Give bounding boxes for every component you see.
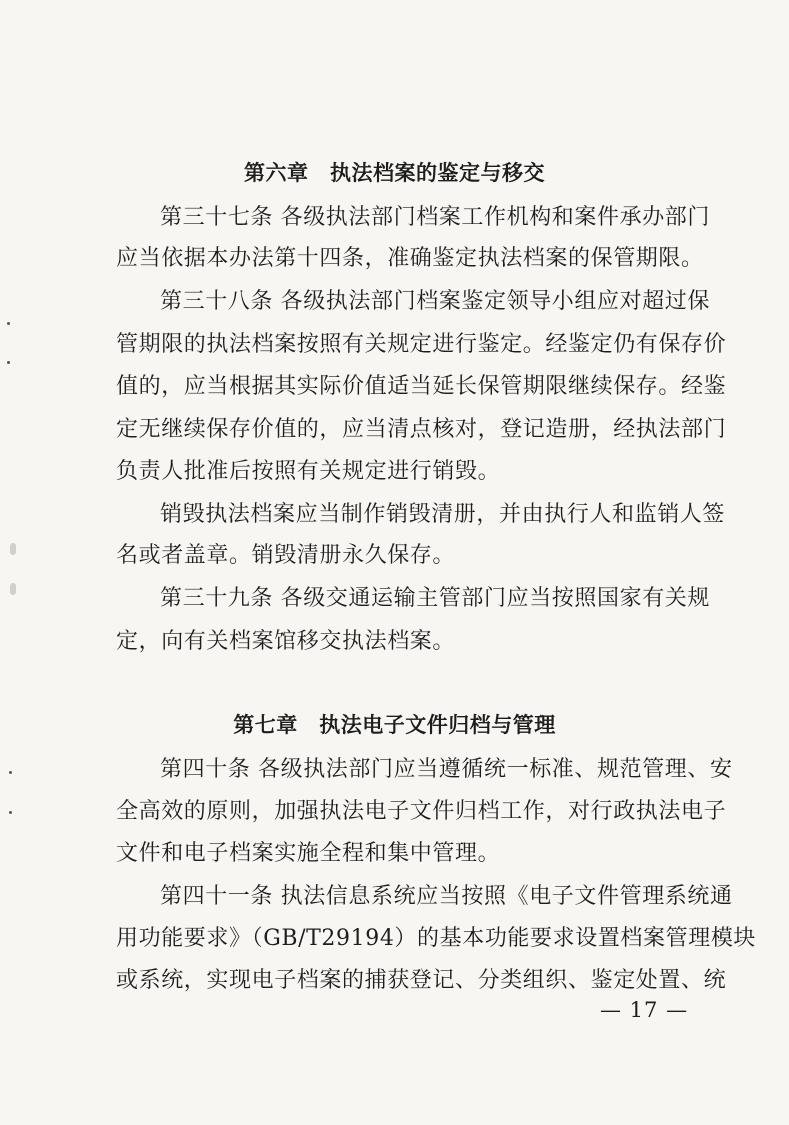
paragraph-line: 定，向有关档案馆移交执法档案。 <box>116 629 456 654</box>
paragraph-line: 用功能要求》（GB/T29194）的基本功能要求设置档案管理模块 <box>116 926 757 951</box>
paragraph-line: 定无继续保存价值的，应当清点核对，登记造册，经执法部门 <box>116 417 727 442</box>
chapter-7-heading: 第七章 执法电子文件归档与管理 <box>233 713 556 737</box>
scan-speck <box>9 771 12 774</box>
paragraph-line: 应当依据本办法第十四条，准确鉴定执法档案的保管期限。 <box>116 246 704 271</box>
paragraph-line: 或系统，实现电子档案的捕获登记、分类组织、鉴定处置、统 <box>116 968 727 993</box>
paragraph-line: 第四十一条 执法信息系统应当按照《电子文件管理系统通 <box>160 884 733 909</box>
paragraph-line: 值的，应当根据其实际价值适当延长保管期限继续保存。经鉴 <box>116 374 727 399</box>
paragraph-line: 第三十七条 各级执法部门档案工作机构和案件承办部门 <box>160 205 710 230</box>
chapter-6-heading: 第六章 执法档案的鉴定与移交 <box>244 161 545 185</box>
scan-speck <box>7 322 10 325</box>
page-number: — 17 — <box>600 998 689 1022</box>
paragraph-line: 销毁执法档案应当制作销毁清册，并由执行人和监销人签 <box>160 502 726 527</box>
paragraph-line: 全高效的原则，加强执法电子文件归档工作，对行政执法电子 <box>116 799 727 824</box>
paragraph-line: 负责人批准后按照有关规定进行销毁。 <box>116 459 501 484</box>
paragraph-line: 第三十八条 各级执法部门档案鉴定领导小组应对超过保 <box>160 289 710 314</box>
scan-speck <box>9 811 12 814</box>
paragraph-line: 文件和电子档案实施全程和集中管理。 <box>116 841 501 866</box>
scan-smudge <box>10 543 16 555</box>
paragraph-line: 名或者盖章。销毁清册永久保存。 <box>116 543 456 568</box>
scan-smudge <box>10 583 16 595</box>
scan-speck <box>7 361 10 364</box>
paragraph-line: 第三十九条 各级交通运输主管部门应当按照国家有关规 <box>160 586 710 611</box>
paragraph-line: 第四十条 各级执法部门应当遵循统一标准、规范管理、安 <box>160 757 733 782</box>
paragraph-line: 管期限的执法档案按照有关规定进行鉴定。经鉴定仍有保存价 <box>116 332 727 357</box>
